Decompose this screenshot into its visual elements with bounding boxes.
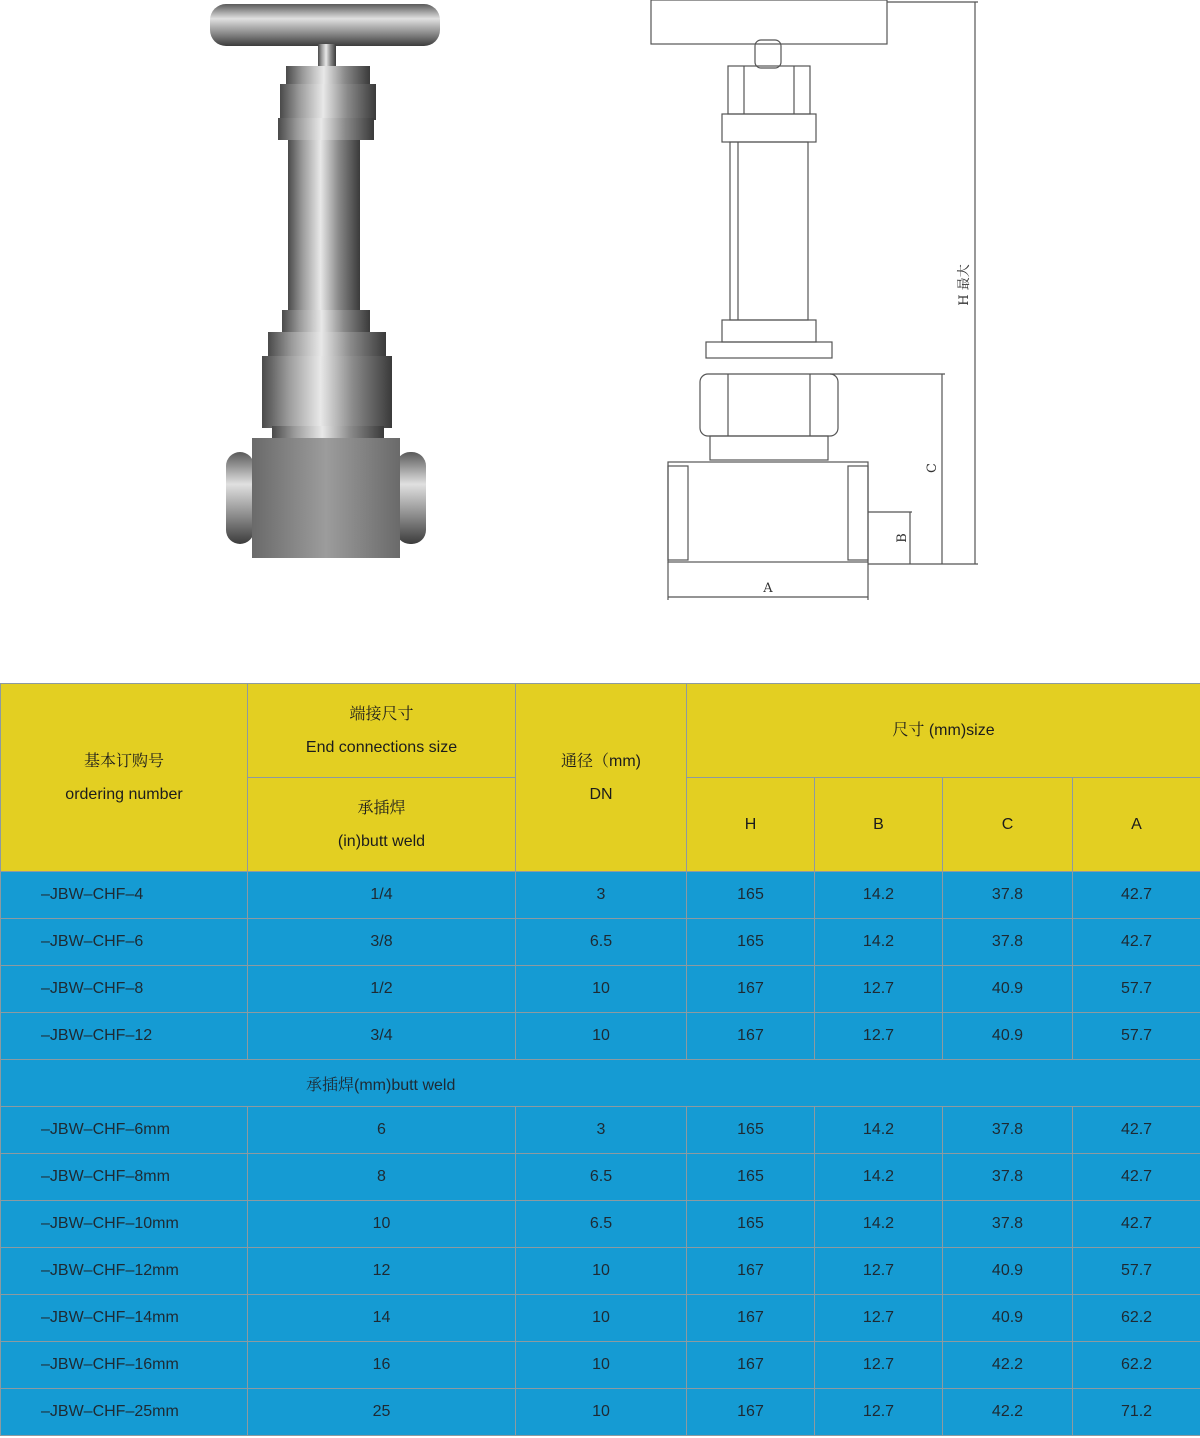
cell-c: 37.8 [943, 1201, 1073, 1248]
valve-photo [210, 4, 440, 558]
cell-h: 165 [687, 1201, 815, 1248]
spec-table [0, 683, 1200, 1436]
cell-dn: 10 [516, 1248, 687, 1295]
cell-c: 42.2 [943, 1389, 1073, 1436]
dim-label-a: A [763, 581, 773, 596]
dimension-labels [762, 264, 972, 596]
cell-a: 57.7 [1073, 966, 1200, 1013]
cell-a: 42.7 [1073, 1107, 1200, 1154]
cell-size: 1/2 [248, 966, 516, 1013]
cell-h: 167 [687, 1013, 815, 1060]
header-butt-weld [248, 778, 516, 872]
table-row [1, 1013, 1200, 1060]
cell-b: 14.2 [815, 1201, 943, 1248]
cell-b: 14.2 [815, 872, 943, 919]
table-row [1, 1201, 1200, 1248]
cell-b: 14.2 [815, 919, 943, 966]
cell-dn: 10 [516, 966, 687, 1013]
table-header [1, 684, 1200, 872]
cell-c: 37.8 [943, 872, 1073, 919]
cell-c: 37.8 [943, 1154, 1073, 1201]
header-bore [516, 684, 687, 872]
section-row [1, 1060, 1200, 1107]
table-row [1, 966, 1200, 1013]
cell-size: 3/4 [248, 1013, 516, 1060]
cell-a: 62.2 [1073, 1295, 1200, 1342]
cell-a: 71.2 [1073, 1389, 1200, 1436]
cell-a: 42.7 [1073, 1154, 1200, 1201]
table-row [1, 1248, 1200, 1295]
cell-ordering-number: –JBW–CHF–14mm [1, 1295, 248, 1342]
cell-b: 12.7 [815, 1295, 943, 1342]
header-ordering-en: ordering number [65, 785, 183, 803]
cell-b: 12.7 [815, 1389, 943, 1436]
header-col-h: H [687, 778, 815, 872]
cell-c: 40.9 [943, 1248, 1073, 1295]
header-col-b: B [815, 778, 943, 872]
cell-b: 12.7 [815, 1248, 943, 1295]
cell-size: 10 [248, 1201, 516, 1248]
cell-size: 16 [248, 1342, 516, 1389]
cell-b: 14.2 [815, 1154, 943, 1201]
header-bore-cn: 通径（mm) [561, 752, 641, 770]
cell-h: 167 [687, 1389, 815, 1436]
table-row [1, 919, 1200, 966]
cell-c: 40.9 [943, 966, 1073, 1013]
cell-ordering-number: –JBW–CHF–4 [1, 872, 248, 919]
cell-c: 37.8 [943, 1107, 1073, 1154]
cell-a: 42.7 [1073, 872, 1200, 919]
cell-dn: 10 [516, 1295, 687, 1342]
header-weld-cn: 承插焊 [357, 799, 406, 817]
cell-a: 57.7 [1073, 1248, 1200, 1295]
cell-a: 42.7 [1073, 919, 1200, 966]
cell-dn: 6.5 [516, 1154, 687, 1201]
valve-illustrations [0, 0, 1200, 683]
cell-size: 1/4 [248, 872, 516, 919]
cell-size: 8 [248, 1154, 516, 1201]
cell-dn: 6.5 [516, 919, 687, 966]
table-row [1, 1342, 1200, 1389]
dim-label-c: C [925, 463, 940, 473]
cell-h: 167 [687, 1295, 815, 1342]
table-body [1, 872, 1200, 1436]
cell-a: 42.7 [1073, 1201, 1200, 1248]
cell-b: 12.7 [815, 1342, 943, 1389]
cell-ordering-number: –JBW–CHF–25mm [1, 1389, 248, 1436]
cell-ordering-number: –JBW–CHF–10mm [1, 1201, 248, 1248]
cell-a: 57.7 [1073, 1013, 1200, 1060]
cell-h: 167 [687, 1342, 815, 1389]
header-col-c: C [943, 778, 1073, 872]
header-end-connections [248, 684, 516, 778]
cell-h: 165 [687, 1154, 815, 1201]
cell-c: 37.8 [943, 919, 1073, 966]
table-row [1, 1295, 1200, 1342]
header-bore-en: DN [589, 785, 613, 803]
cell-size: 6 [248, 1107, 516, 1154]
header-end-conn-en: End connections size [305, 738, 458, 756]
valve-drawing [651, 0, 978, 600]
cell-size: 12 [248, 1248, 516, 1295]
cell-dn: 3 [516, 872, 687, 919]
cell-b: 14.2 [815, 1107, 943, 1154]
cell-h: 167 [687, 966, 815, 1013]
cell-b: 12.7 [815, 1013, 943, 1060]
cell-ordering-number: –JBW–CHF–12 [1, 1013, 248, 1060]
header-col-a: A [1073, 778, 1200, 872]
cell-ordering-number: –JBW–CHF–8mm [1, 1154, 248, 1201]
table-row [1, 1389, 1200, 1436]
cell-size: 25 [248, 1389, 516, 1436]
cell-ordering-number: –JBW–CHF–6 [1, 919, 248, 966]
cell-dn: 10 [516, 1342, 687, 1389]
cell-h: 167 [687, 1248, 815, 1295]
cell-dn: 3 [516, 1107, 687, 1154]
cell-c: 40.9 [943, 1013, 1073, 1060]
cell-dn: 6.5 [516, 1201, 687, 1248]
cell-h: 165 [687, 919, 815, 966]
header-ordering-cn: 基本订购号 [83, 752, 164, 770]
cell-dn: 10 [516, 1013, 687, 1060]
cell-size: 14 [248, 1295, 516, 1342]
cell-c: 42.2 [943, 1342, 1073, 1389]
section-label: 承插焊(mm)butt weld [1, 1060, 1200, 1107]
cell-h: 165 [687, 1107, 815, 1154]
cell-h: 165 [687, 872, 815, 919]
cell-dn: 10 [516, 1389, 687, 1436]
table-row [1, 1154, 1200, 1201]
cell-size: 3/8 [248, 919, 516, 966]
header-size: 尺寸 (mm)size [687, 684, 1200, 778]
figure-area [0, 0, 1200, 683]
header-end-conn-cn: 端接尺寸 [349, 705, 414, 723]
cell-ordering-number: –JBW–CHF–8 [1, 966, 248, 1013]
cell-ordering-number: –JBW–CHF–16mm [1, 1342, 248, 1389]
header-weld-en: (in)butt weld [337, 832, 426, 850]
dim-label-h: H 最大 [957, 264, 972, 306]
header-ordering-number [1, 684, 248, 872]
cell-ordering-number: –JBW–CHF–6mm [1, 1107, 248, 1154]
table-row [1, 1107, 1200, 1154]
cell-a: 62.2 [1073, 1342, 1200, 1389]
table-row [1, 872, 1200, 919]
cell-ordering-number: –JBW–CHF–12mm [1, 1248, 248, 1295]
cell-b: 12.7 [815, 966, 943, 1013]
cell-c: 40.9 [943, 1295, 1073, 1342]
dim-label-b: B [895, 533, 910, 543]
